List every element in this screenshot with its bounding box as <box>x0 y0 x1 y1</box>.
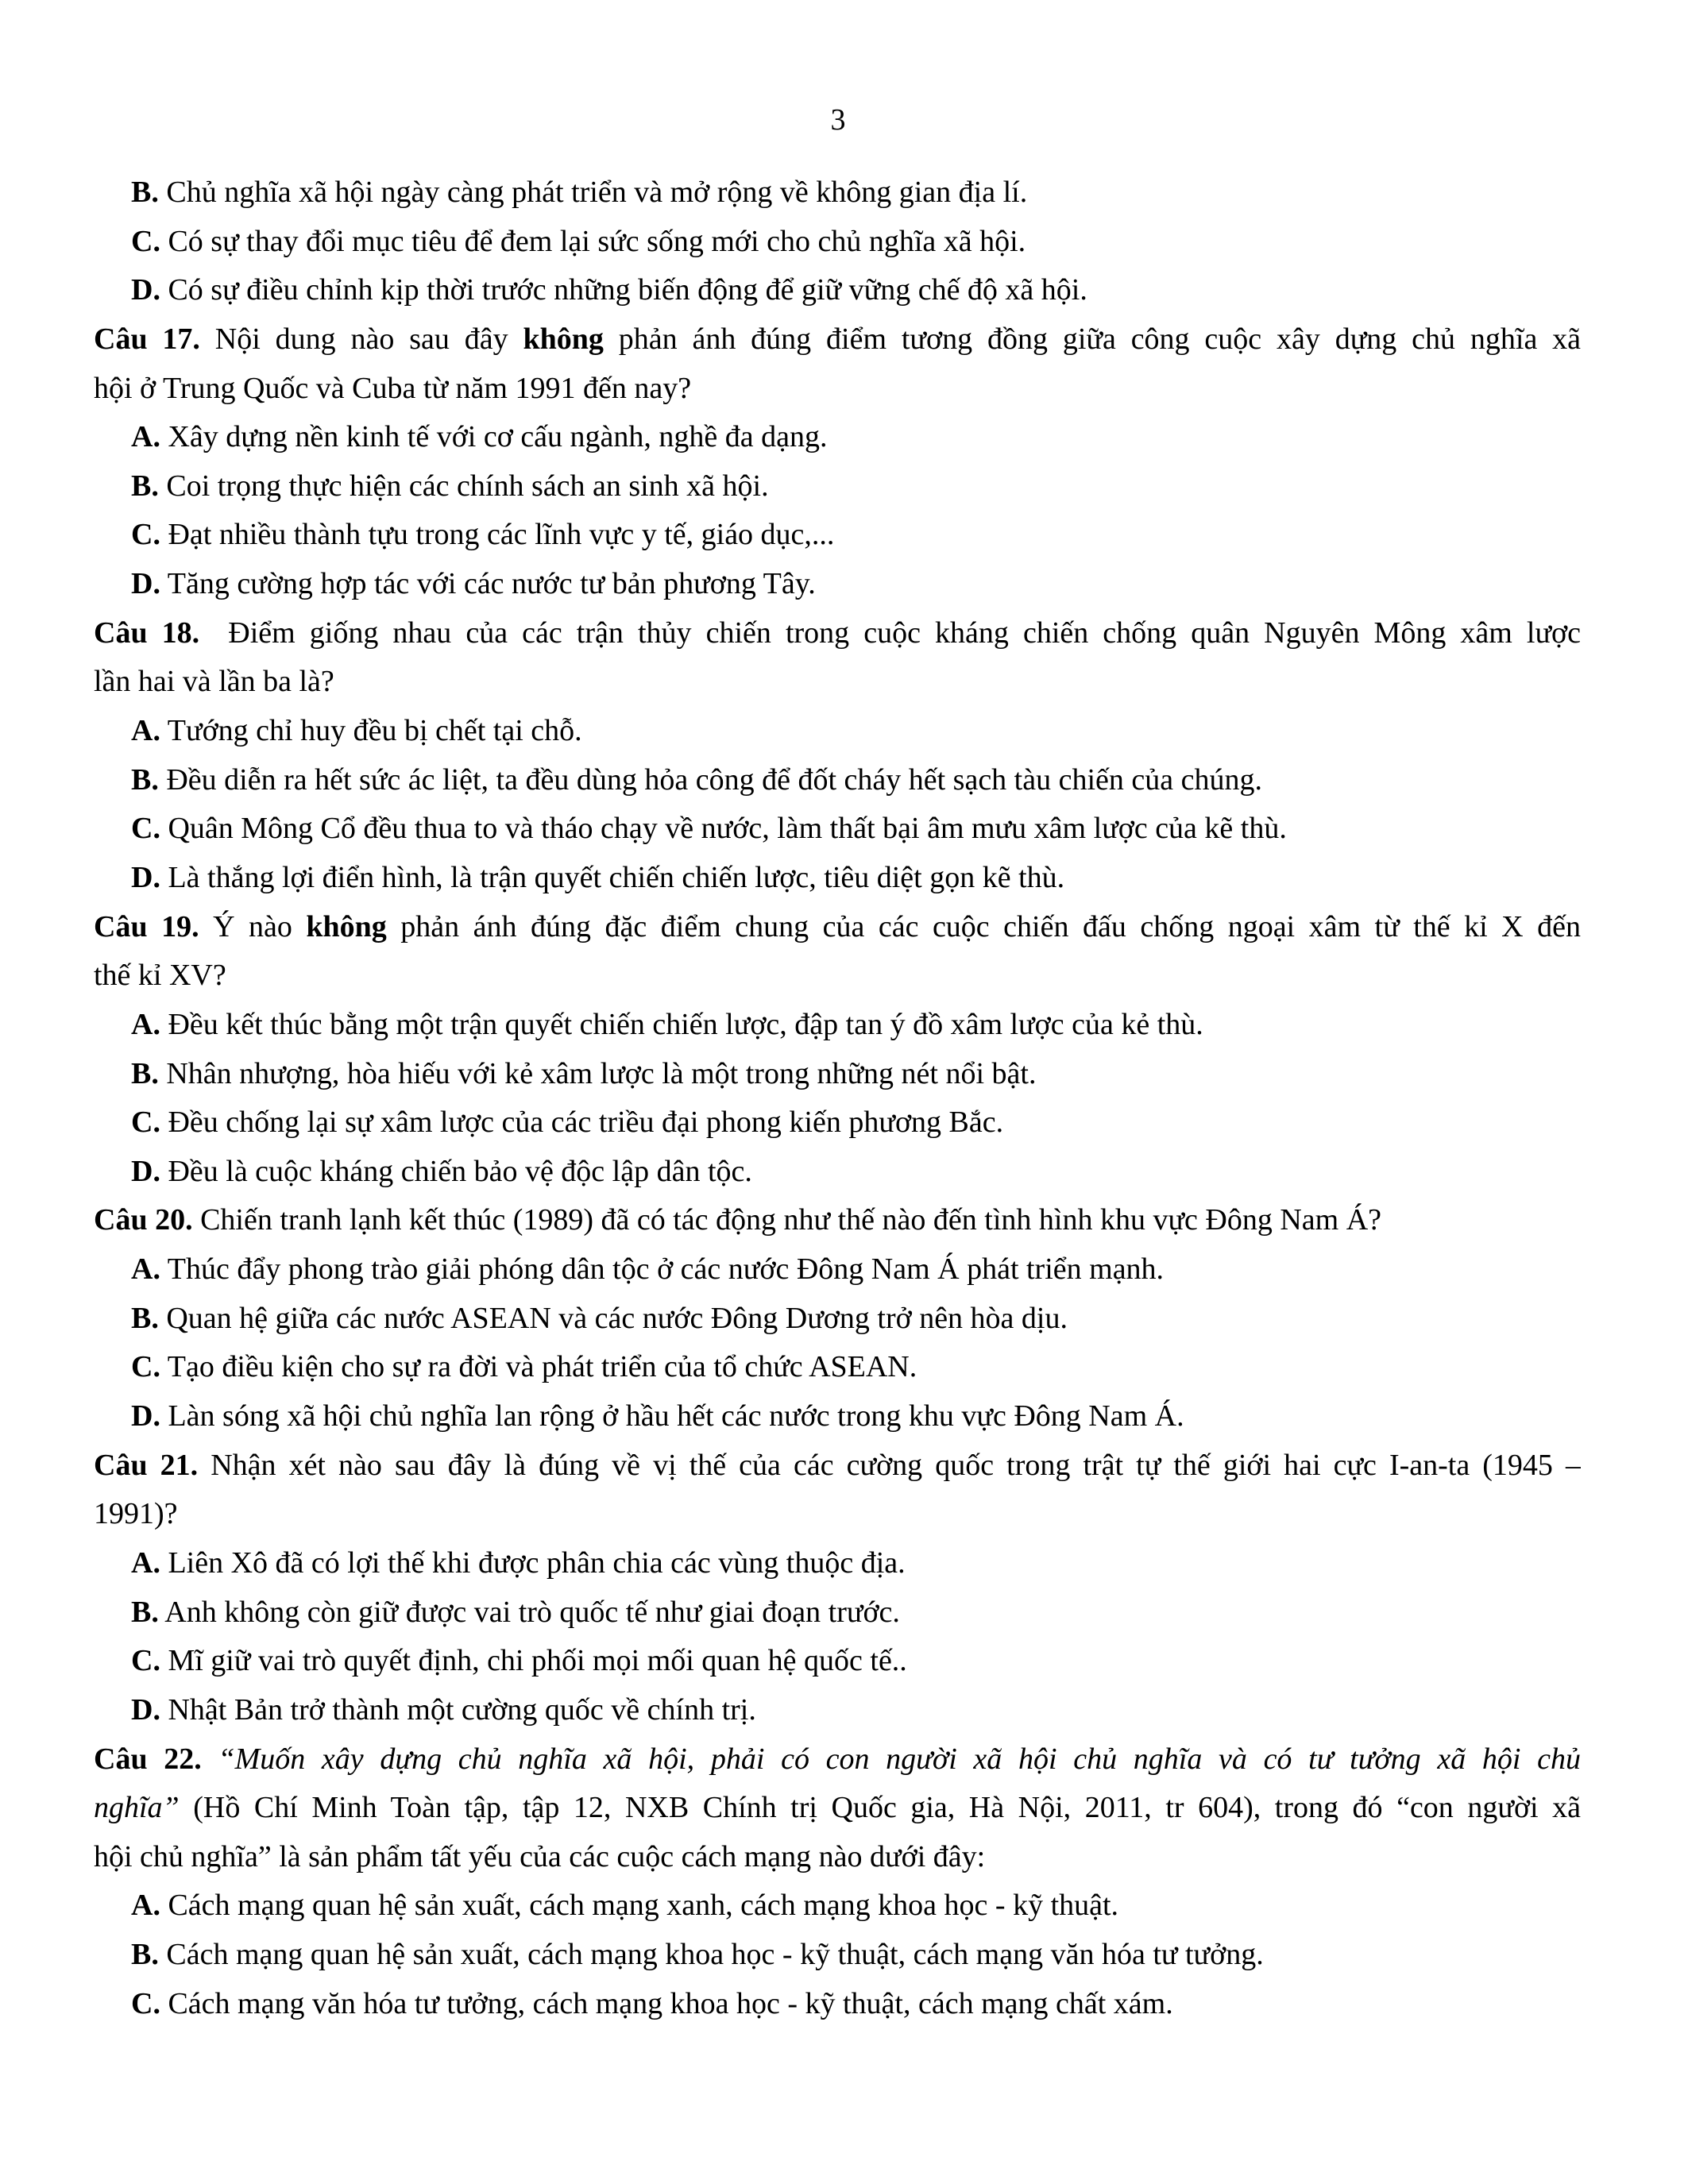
quote-text: nghĩa” <box>94 1791 180 1825</box>
question-label: Câu 20. <box>94 1203 193 1237</box>
option-d <box>94 1148 1581 1197</box>
option-letter: A. <box>131 1252 160 1287</box>
stem-text: phản ánh đúng điểm tương đồng giữa công cuộc xây dựng chủ nghĩa xã <box>618 322 1581 356</box>
option-a <box>94 1001 1581 1050</box>
option-letter: B. <box>131 469 159 503</box>
option-letter: A. <box>131 1545 160 1580</box>
option-letter: A. <box>131 1007 160 1041</box>
option-b <box>94 462 1581 511</box>
option-text: Là thắng lợi điển hình, là trận quyết chiến chiến lược, tiêu diệt gọn kẽ thù. <box>168 860 1065 894</box>
option-letter: C. <box>131 518 160 552</box>
option-a <box>94 1245 1581 1295</box>
question-19-stem <box>94 903 1581 952</box>
option-letter: B. <box>131 1595 159 1629</box>
stem-text: (Hồ Chí Minh Toàn tập, tập 12, NXB Chính trị Quốc gia, Hà Nội, 2011, tr 604), trong đó “con người xã <box>193 1791 1581 1825</box>
option-text: Đều diễn ra hết sức ác liệt, ta đều dùng hỏa công để đốt cháy hết sạch tàu chiến của chúng. <box>166 762 1262 797</box>
page-number: 3 <box>830 103 846 137</box>
option-letter: D. <box>131 567 160 601</box>
option-text: Tăng cường hợp tác với các nước tư bản phương Tây. <box>167 567 816 601</box>
option-letter: C. <box>131 224 160 258</box>
option-text: Làn sóng xã hội chủ nghĩa lan rộng ở hầu hết các nước trong khu vực Đông Nam Á. <box>168 1399 1184 1433</box>
option-a <box>94 1881 1581 1931</box>
option-letter: B. <box>131 176 159 209</box>
option-text: Có sự điều chỉnh kịp thời trước những biến động để giữ vững chế độ xã hội. <box>168 273 1087 307</box>
option-letter: B. <box>131 762 159 797</box>
question-label: Câu 19. <box>94 909 199 943</box>
option-text: Đều là cuộc kháng chiến bảo vệ độc lập dân tộc. <box>168 1154 752 1188</box>
option-text: Anh không còn giữ được vai trò quốc tế như giai đoạn trước. <box>164 1595 900 1629</box>
question-19-stem-cont: thế kỉ XV? <box>94 959 226 993</box>
option-letter: C. <box>131 1350 160 1384</box>
option-text: Tướng chỉ huy đều bị chết tại chỗ. <box>167 714 582 748</box>
question-17-stem <box>94 315 1581 365</box>
quote-text: “Muốn xây dựng chủ nghĩa xã hội, phải có con người xã hội chủ nghĩa và có tư tưởng xã hội chủ <box>218 1742 1581 1776</box>
option-text: Có sự thay đổi mục tiêu để đem lại sức sống mới cho chủ nghĩa xã hội. <box>168 224 1026 258</box>
question-label: Câu 22. <box>94 1742 202 1776</box>
option-text: Thúc đẩy phong trào giải phóng dân tộc ở các nước Đông Nam Á phát triển mạnh. <box>167 1252 1165 1287</box>
option-a <box>94 413 1581 462</box>
option-text: Mĩ giữ vai trò quyết định, chi phối mọi mối quan hệ quốc tế.. <box>168 1644 907 1678</box>
option-letter: B. <box>131 1938 159 1972</box>
option-c <box>94 511 1581 560</box>
option-text: Đều kết thúc bằng một trận quyết chiến chiến lược, đập tan ý đồ xâm lược của kẻ thù. <box>168 1007 1203 1041</box>
option-c <box>94 218 1581 267</box>
stem-text: Ý nào <box>213 909 292 943</box>
option-text: Xây dựng nền kinh tế với cơ cấu ngành, nghề đa dạng. <box>168 420 828 454</box>
option-text: Nhật Bản trở thành một cường quốc về chính trị. <box>168 1692 756 1727</box>
question-20-stem <box>94 1196 1581 1245</box>
option-text: Liên Xô đã có lợi thế khi được phân chia các vùng thuộc địa. <box>168 1545 906 1580</box>
option-b <box>94 1295 1581 1344</box>
option-b <box>94 1931 1581 1980</box>
option-letter: D. <box>131 273 160 307</box>
exam-page-content <box>94 168 1581 2028</box>
question-21-stem <box>94 1441 1581 1491</box>
question-22-stem-cont: hội chủ nghĩa” là sản phẩm tất yếu của các cuộc cách mạng nào dưới đây: <box>94 1839 986 1873</box>
question-label: Câu 21. <box>94 1448 199 1482</box>
option-letter: B. <box>131 1301 159 1335</box>
stem-text: Nhận xét nào sau đây là đúng về vị thế của các cường quốc trong trật tự thế giới hai cực I-an-ta (1945 – <box>211 1448 1581 1482</box>
option-b <box>94 756 1581 805</box>
option-letter: D. <box>131 1692 160 1727</box>
option-letter: A. <box>131 1889 160 1923</box>
option-text: Cách mạng quan hệ sản xuất, cách mạng xanh, cách mạng khoa học - kỹ thuật. <box>168 1889 1119 1923</box>
option-letter: A. <box>131 420 160 454</box>
option-c <box>94 1980 1581 2029</box>
option-text: Đều chống lại sự xâm lược của các triều đại phong kiến phương Bắc. <box>168 1106 1004 1140</box>
option-text: Cách mạng quan hệ sản xuất, cách mạng khoa học - kỹ thuật, cách mạng văn hóa tư tưởng. <box>166 1938 1264 1972</box>
option-text: Coi trọng thực hiện các chính sách an sinh xã hội. <box>166 469 769 503</box>
option-text: Nhân nhượng, hòa hiếu với kẻ xâm lược là một trong những nét nổi bật. <box>166 1056 1037 1090</box>
stem-emphasis: không <box>523 322 604 356</box>
option-c <box>94 1343 1581 1392</box>
option-b <box>94 168 1581 218</box>
option-letter: C. <box>131 1106 160 1140</box>
option-b <box>94 1588 1581 1638</box>
option-letter: A. <box>131 714 160 748</box>
option-d <box>94 560 1581 609</box>
option-b <box>94 1050 1581 1099</box>
stem-text: Chiến tranh lạnh kết thúc (1989) đã có tác động như thế nào đến tình hình khu vực Đông Nam Á? <box>200 1203 1382 1237</box>
option-letter: C. <box>131 812 160 846</box>
option-text: Chủ nghĩa xã hội ngày càng phát triển và mở rộng về không gian địa lí. <box>166 176 1028 209</box>
option-d <box>94 266 1581 315</box>
option-d <box>94 854 1581 903</box>
question-22-stem <box>94 1735 1581 1785</box>
option-a <box>94 1539 1581 1588</box>
option-letter: D. <box>131 1154 160 1188</box>
question-17-stem-cont: hội ở Trung Quốc và Cuba từ năm 1991 đến nay? <box>94 371 692 405</box>
question-label: Câu 18. <box>94 615 200 650</box>
option-c <box>94 805 1581 854</box>
stem-emphasis: không <box>306 909 387 943</box>
option-text: Đạt nhiều thành tựu trong các lĩnh vực y tế, giáo dục,... <box>168 518 835 552</box>
option-text: Cách mạng văn hóa tư tưởng, cách mạng khoa học - kỹ thuật, cách mạng chất xám. <box>168 1986 1173 2020</box>
option-d <box>94 1686 1581 1735</box>
option-letter: D. <box>131 1399 160 1433</box>
option-c <box>94 1637 1581 1686</box>
option-letter: D. <box>131 860 160 894</box>
option-c <box>94 1098 1581 1148</box>
stem-text: Nội dung nào sau đây <box>214 322 508 356</box>
option-text: Tạo điều kiện cho sự ra đời và phát triển của tổ chức ASEAN. <box>167 1350 917 1384</box>
question-18-stem-cont: lần hai và lần ba là? <box>94 665 334 699</box>
stem-text: Điểm giống nhau của các trận thủy chiến trong cuộc kháng chiến chống quân Nguyên Mông xâm lược <box>228 615 1581 650</box>
option-letter: C. <box>131 1644 160 1678</box>
question-18-stem <box>94 609 1581 658</box>
option-letter: B. <box>131 1056 159 1090</box>
option-text: Quan hệ giữa các nước ASEAN và các nước Đông Dương trở nên hòa dịu. <box>166 1301 1068 1335</box>
question-21-stem-cont: 1991)? <box>94 1497 178 1531</box>
stem-text: phản ánh đúng đặc điểm chung của các cuộc chiến đấu chống ngoại xâm từ thế kỉ X đến <box>400 909 1581 943</box>
option-letter: C. <box>131 1986 160 2020</box>
option-d <box>94 1392 1581 1441</box>
question-22-stem-cont <box>94 1784 1581 1833</box>
question-label: Câu 17. <box>94 322 200 356</box>
option-text: Quân Mông Cổ đều thua to và tháo chạy về nước, làm thất bại âm mưu xâm lược của kẽ thù. <box>168 812 1287 846</box>
option-a <box>94 707 1581 756</box>
